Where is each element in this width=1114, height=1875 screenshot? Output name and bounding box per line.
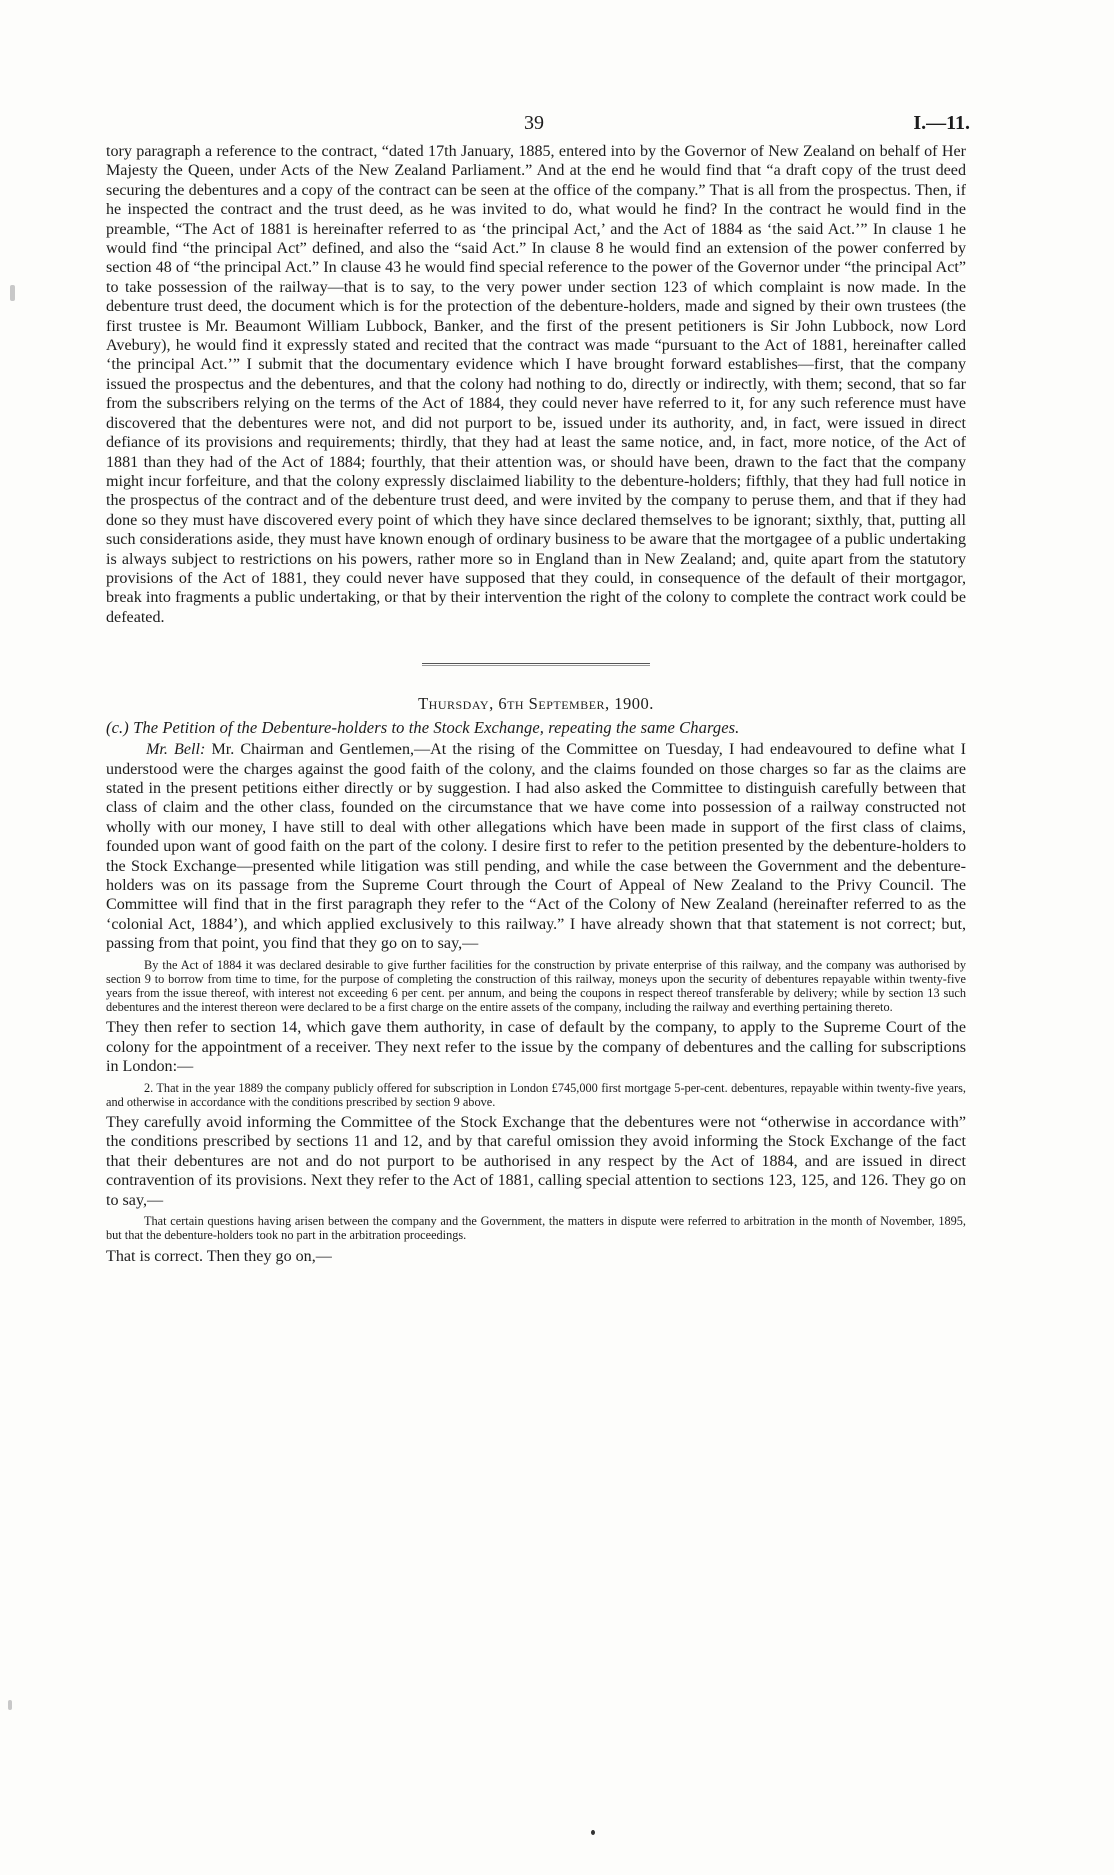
paragraph-omission: They carefully avoid informing the Committee of the Stock Exchange that the debentures were not “otherwise in accordance with” the conditions prescribed by sections 11 and 12, and by that careful omission they avoid informing the Stock Exchange of the fact that their debentures are not and do not purport to be authorised in any respect by the Act of 1884, and are issued in direct contravention of its provisions. Next they refer to the Act of 1881, calling special attention to sections 123, 125, and 126. They go on to say,— <box>106 1114 966 1209</box>
continuation-paragraph: tory paragraph a reference to the contract, “dated 17th January, 1885, entered into by the Governor of New Zealand on behalf of Her Majesty the Queen, under Acts of the New Zealand Parliament.” And at the end he would find that “a draft copy of the trust deed securing the debentures and a copy of the contract can be seen at the office of the company.” That is all from the prospectus. Then, if he inspected the contract and the trust deed, as he was invited to do, what would he find? In the contract he would find in the preamble, “The Act of 1881 is hereinafter referred to as ‘the principal Act,’ and the Act of 1884 as ‘the said Act.’” In clause 1 he would find “the principal Act” defined, and also the “said Act.” In clause 8 he would find an extension of the power conferred by section 48 of “the principal Act.” In clause 43 he would find special reference to the power of the Governor under “the principal Act” to take possession of the railway—that is to say, to the very power under section 123 of which complaint is now made. In the debenture trust deed, the document which is for the protection of the debenture-holders, made and signed by their own trustees (the first trustee is Mr. Beaumont William Lubbock, Banker, and the first of the present petitioners is Sir John Lubbock, now Lord Avebury), he would find it expressly stated and recited that the contract was made “pursuant to the Act of 1881, hereinafter called ‘the principal Act.’” I submit that the documentary evidence which I have brought forward establishes—first, that the company issued the prospectus and the debentures, and that the colony had nothing to do, directly or indirectly, with them; second, that so far from the subscribers relying on the terms of the Act of 1884, they could never have referred to it, for any such reference must have discovered that the debentures were not, and did not purport to be, issued under its authority, and, in fact, were issued in direct defiance of its provisions and requirements; thirdly, that they had at least the same notice, and, in fact, more notice, of the Act of 1881 than they had of the Act of 1884; fourthly, that their attention was, or should have been, drawn to the fact that the company might incur forfeiture, and that the colony expressly disclaimed liability to the debenture-holders; fifthly, that they had full notice in the prospectus of the contract and of the debenture trust deed, and were invited by the company to peruse them, and that if they had done so they must have discovered every point of which they have since declared themselves to be ignorant; sixthly, that, putting all such considerations aside, they must have known enough of ordinary business to be aware that the mortgagee of a public undertaking is always subject to restrictions on his powers, rather more so in England than in New Zealand; and, quite apart from the statutory provisions of the Act of 1881, they could never have supposed that they could, in consequence of the default of their mortgagor, break into fragments a public undertaking, or that by their intervention the right of the colony to complete the contract work could be defeated. <box>106 143 966 626</box>
document-page <box>106 112 970 1266</box>
section-subheading: (c.) The Petition of the Debenture-holders to the Stock Exchange, repeating the same Charges. <box>106 718 740 738</box>
paragraph-closing: That is correct. Then they go on,— <box>106 1247 332 1265</box>
margin-smudge <box>10 285 15 301</box>
quoted-extract-1: By the Act of 1884 it was declared desirable to give further facilities for the construction by private enterprise of this railway, and the company was authorised by section 9 to borrow from time to time, for the purpose of completing the construction of this railway, moneys upon the security of debentures repayable within twenty-five years from the issue thereof, with interest not exceeding 6 per cent. per annum, and being the coupons in respect thereof transferable by delivery; while by section 13 such debentures and the interest thereon were declared to be a first charge on the entire assets of the company, including the railway and everthing pertaining thereto. <box>106 957 966 1015</box>
section-divider <box>422 663 650 666</box>
section-date: Thursday, 6th September, 1900. <box>418 694 654 714</box>
ink-speck <box>591 1830 595 1835</box>
page-number: 39 <box>524 112 544 134</box>
page-header <box>106 112 970 142</box>
speech-paragraph <box>106 740 966 953</box>
quoted-extract-3: That certain questions having arisen between the company and the Government, the matters in dispute were referred to arbitration in the month of November, 1895, but that the debenture-holders took no part in the arbitration proceedings. <box>106 1214 966 1243</box>
quoted-extract-2: 2. That in the year 1889 the company publicly offered for subscription in London £745,000 first mortgage 5-per-cent. debentures, repayable within twenty-five years, and otherwise in accordance with the conditions prescribed by section 9 above. <box>106 1080 966 1109</box>
speaker-name: Mr. Bell: <box>146 741 206 759</box>
paragraph-section-14: They then refer to section 14, which gave them authority, in case of default by the company, to apply to the Supreme Court of the colony for the appointment of a receiver. They next refer to the issue by the company of debentures and the calling for subscriptions in London:— <box>106 1019 966 1076</box>
margin-smudge <box>8 1700 12 1710</box>
speech-text: Mr. Chairman and Gentlemen,—At the rising of the Committee on Tuesday, I had endeavoured to define what I understood were the charges against the good faith of the colony, and the claims founded on those charges so far as the claims are stated in the present petitions either directly or by suggestion. I had also asked the Committee to distinguish carefully between that class of claim and the other class, founded on the circumstance that we have come into possession of a railway constructed not wholly with our money, I have still to deal with other allegations which have been made in support of the first class of claims, founded upon want of good faith on the part of the colony. I desire first to refer to the petition presented by the debenture-holders to the Stock Exchange—presented while litigation was still pending, and while the case between the Government and the debenture-holders was on its passage from the Supreme Court through the Court of Appeal of New Zealand to the Privy Council. The Committee will find that in the first paragraph they refer to the “Act of the Colony of New Zealand (hereinafter referred to as the ‘colonial Act, 1884’), and which applied exclusively to this railway.” I have already shown that that statement is not correct; but, passing from that point, you find that they go on to say,— <box>106 741 966 953</box>
document-reference: I.—11. <box>913 112 970 134</box>
